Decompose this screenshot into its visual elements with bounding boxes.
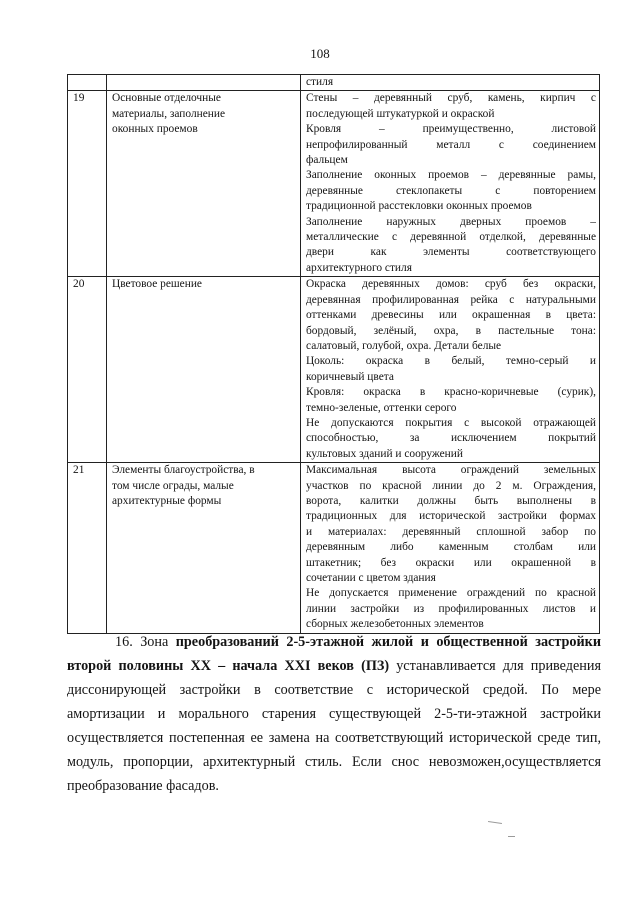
row-description-line: традиционных для исторической застройки формах (306, 510, 596, 523)
row-description-line: салатовый, голубой, охра. Детали белые (306, 339, 502, 352)
row-description-line: штакетник; без окраски или окрашенной в (306, 556, 596, 569)
row-name (107, 463, 301, 633)
paragraph-lead: 16. Зона (115, 634, 176, 650)
row-description-line: Не допускается применение ограждений по красной (306, 587, 596, 600)
row-description-line: линии застройки из профилированных листов и (306, 602, 596, 615)
row-description-line: Стены – деревянный сруб, камень, кирпич с (306, 92, 596, 105)
row-description-line: деревянная профилированная рейка с натуральными (306, 293, 596, 306)
table-row (68, 75, 600, 91)
row-name (107, 75, 301, 91)
row-name (107, 91, 301, 277)
row-description-line: сборных железобетонных элементов (306, 618, 484, 631)
paragraph-bold: преобразований 2-5-этажной жилой и общественной застройки второй половины XX – начала XXI веков (ПЗ) (67, 634, 601, 674)
row-description-line: Не допускаются покрытия с высокой отражающей (306, 416, 596, 429)
row-description-line: архитектурного стиля (306, 261, 412, 274)
row-description-line: коричневый цвета (306, 370, 394, 383)
row-description-line: металлические с деревянной отделкой, деревянные (306, 231, 596, 244)
row-description-line: сочетании с цветом здания (306, 572, 436, 584)
row-description-line: Кровля – преимущественно, листовой (306, 123, 596, 136)
row-description-line: стиля (306, 76, 334, 88)
row-description-line: Цоколь: окраска в белый, темно-серый и (306, 355, 596, 368)
row-name-line: том числе ограды, малые (112, 479, 234, 492)
row-number: 20 (68, 277, 107, 463)
row-description-line: ворота, калитки должны быть выполнены в (306, 494, 596, 507)
row-description-line: деревянные стеклопакеты с повторением (306, 184, 596, 197)
row-number (68, 75, 107, 91)
row-description-line: участков по красной линии до 2 м. Ограждения, (306, 479, 596, 492)
row-description-line: бордовый, зелёный, охра, в пастельные тона: (306, 324, 596, 337)
row-description (301, 75, 600, 91)
row-description-line: культовых зданий и сооружений (306, 447, 463, 460)
row-description-line: двери как элементы соответствующего (306, 246, 596, 259)
row-name-line: архитектурные формы (112, 494, 222, 507)
scan-mark (488, 821, 502, 824)
row-name-line: оконных проемов (112, 123, 198, 136)
row-description (301, 277, 600, 463)
row-description-line: оттенками древесины или окрашенная в цвета: (306, 309, 596, 322)
row-name (107, 277, 301, 463)
row-name-line: Основные отделочные (112, 92, 221, 105)
table-row (68, 463, 600, 633)
row-description-line: фальцем (306, 154, 348, 167)
page-number: 108 (310, 46, 330, 61)
row-description-line: Заполнение оконных проемов – деревянные рамы, (306, 169, 596, 182)
row-description-line: традиционной расстекловки оконных проемов (306, 200, 532, 213)
row-number: 21 (68, 463, 107, 633)
row-description-line: способностью, за исключением покрытий (306, 432, 596, 445)
row-name-line: Цветовое решение (112, 278, 202, 291)
row-name-line: Элементы благоустройства, в (112, 464, 255, 477)
row-description-line: и материалах: деревянный сплошной забор по (306, 525, 596, 538)
table-row (68, 277, 600, 463)
row-description-line: деревянным либо каменным столбам или (306, 541, 596, 554)
row-description-line: непрофилированный металл с соединением (306, 138, 596, 151)
regulations-table (67, 74, 600, 634)
row-description-line: темно-зеленые, оттенки серого (306, 401, 457, 414)
row-description-line: Максимальная высота ограждений земельных (306, 464, 596, 477)
row-name-line: материалы, заполнение (112, 107, 226, 120)
row-description-line: Заполнение наружных дверных проемов – (306, 215, 596, 228)
zone-paragraph (67, 630, 601, 798)
row-description (301, 463, 600, 633)
row-description (301, 91, 600, 277)
paragraph-rest: устанавливается для приведения диссонирующей застройки в соответствие с исторической средой. По мере амортизации и морального старения существующей 2-5-ти-этажной застройки осуществляется постепенная ее замена на соответствующий исторической среде тип, модуль, пропорции, архитектурный стиль. Если снос невозможен,осуществляется преобразование фасадов. (67, 658, 601, 794)
row-description-line: Кровля: окраска в красно-коричневые (сурик), (306, 386, 596, 399)
row-number: 19 (68, 91, 107, 277)
row-description-line: последующей штукатуркой и окраской (306, 107, 495, 120)
table-row (68, 91, 600, 277)
scan-mark (508, 836, 515, 837)
row-description-line: Окраска деревянных домов: сруб без окраски, (306, 278, 596, 291)
